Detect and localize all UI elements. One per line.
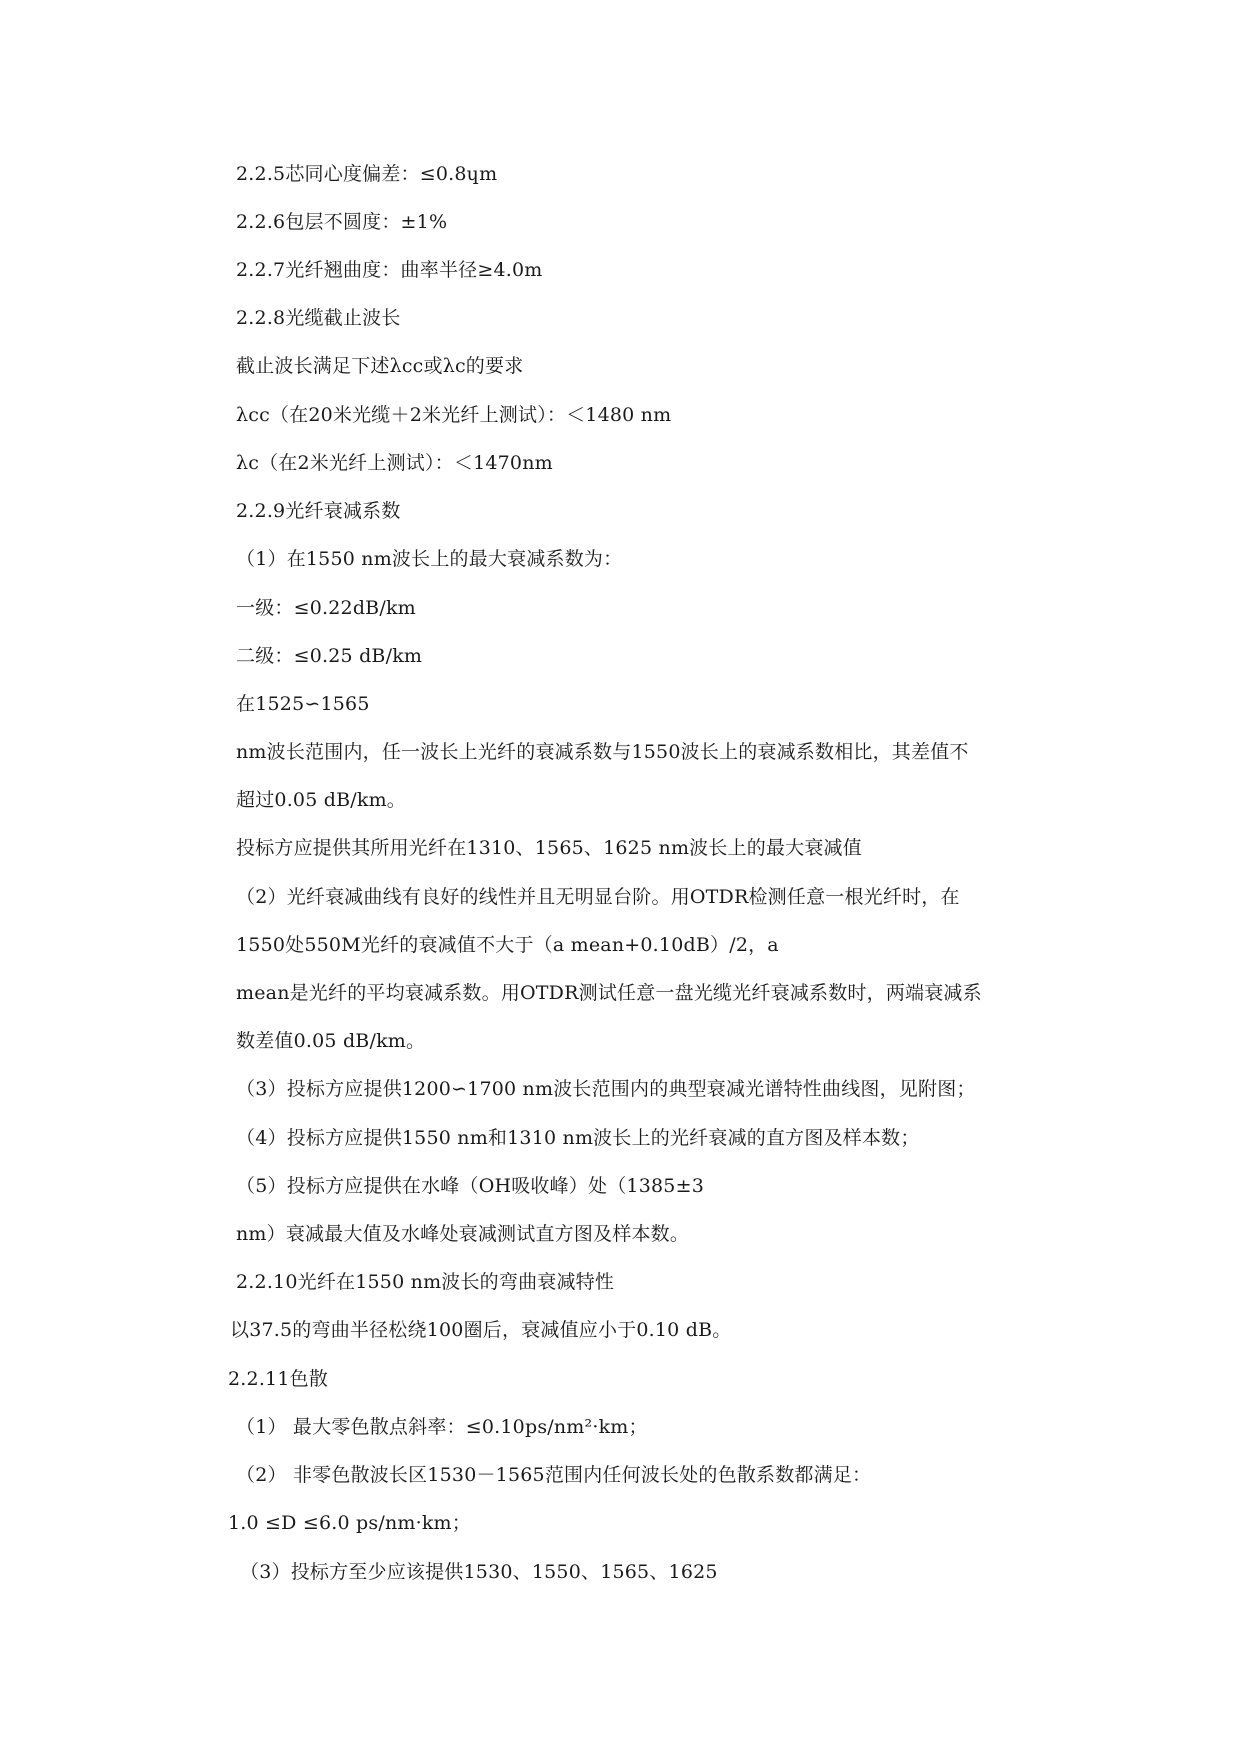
text-line: 2.2.5芯同心度偏差：≤0.8ɥm — [236, 163, 498, 185]
text-line: 2.2.10光纤在1550 nm波长的弯曲衰减特性 — [236, 1271, 615, 1293]
text-line: nm波长范围内，任一波长上光纤的衰减系数与1550波长上的衰减系数相比，其差值不 — [236, 741, 969, 763]
text-line: 2.2.9光纤衰减系数 — [236, 500, 401, 522]
text-line: （2）光纤衰减曲线有良好的线性并且无明显台阶。用OTDR检测任意一根光纤时，在 — [236, 886, 960, 908]
text-line: 1.0 ≤D ≤6.0 ps/nm·km； — [228, 1512, 471, 1534]
text-line: （1）在1550 nm波长上的最大衰减系数为： — [236, 548, 623, 570]
text-line: 一级：≤0.22dB/km — [236, 597, 416, 619]
text-line: 截止波长满足下述λcc或λc的要求 — [236, 355, 524, 377]
text-line: 2.2.8光缆截止波长 — [236, 307, 401, 329]
text-line: 数差值0.05 dB/km。 — [236, 1030, 426, 1052]
text-line: （5）投标方应提供在水峰（OH吸收峰）处（1385±3 — [236, 1175, 704, 1197]
text-line: （3）投标方应提供1200∽1700 nm波长范围内的典型衰减光谱特性曲线图，见附图； — [236, 1078, 976, 1100]
text-line: 以37.5的弯曲半径松绕100圈后，衰减值应小于0.10 dB。 — [230, 1319, 732, 1341]
text-line: nm）衰减最大值及水峰处衰减测试直方图及样本数。 — [236, 1223, 690, 1245]
text-line: λc（在2米光纤上测试）：＜1470nm — [236, 452, 553, 474]
text-line: 二级：≤0.25 dB/km — [236, 645, 423, 667]
text-line: λcc（在20米光缆＋2米光纤上测试）：＜1480 nm — [236, 404, 672, 426]
text-line: 1550处550M光纤的衰减值不大于（a mean+0.10dB）/2，a — [236, 934, 779, 956]
text-line: （1） 最大零色散点斜率：≤0.10ps/nm²·km； — [236, 1416, 648, 1438]
text-line: （4）投标方应提供1550 nm和1310 nm波长上的光纤衰减的直方图及样本数； — [236, 1127, 920, 1149]
text-line: mean是光纤的平均衰减系数。用OTDR测试任意一盘光缆光纤衰减系数时，两端衰减系 — [236, 982, 982, 1004]
text-line: （3）投标方至少应该提供1530、1550、1565、1625 — [240, 1561, 718, 1583]
text-line: 投标方应提供其所用光纤在1310、1565、1625 nm波长上的最大衰减值 — [236, 837, 862, 859]
text-line: 2.2.6包层不圆度：±1% — [236, 211, 448, 233]
text-line: 在1525∽1565 — [236, 693, 370, 715]
text-line: 超过0.05 dB/km。 — [236, 789, 407, 811]
text-line: （2） 非零色散波长区1530－1565范围内任何波长处的色散系数都满足： — [236, 1464, 872, 1486]
text-line: 2.2.7光纤翘曲度：曲率半径≥4.0m — [236, 259, 543, 281]
text-line: 2.2.11色散 — [228, 1368, 329, 1390]
